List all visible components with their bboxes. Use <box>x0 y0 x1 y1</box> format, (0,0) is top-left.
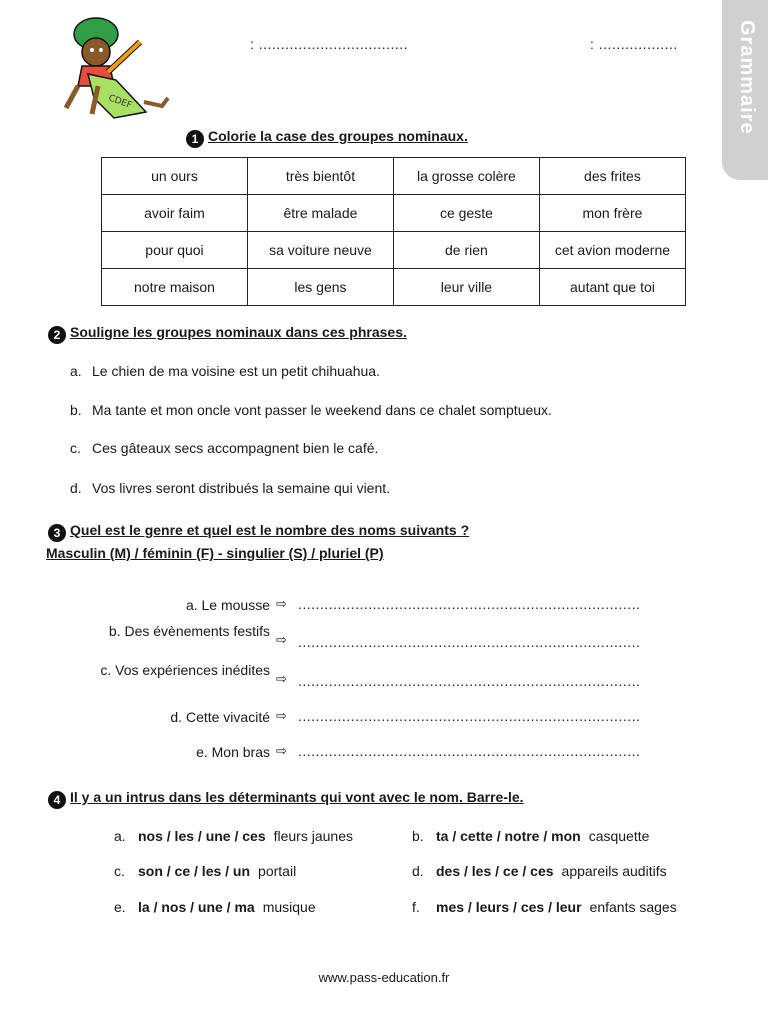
arrow-outline-icon: ⇨ <box>276 596 287 611</box>
answer-line[interactable]: .............................................................................. <box>298 743 641 759</box>
ex2-number: 2 <box>48 326 66 344</box>
svg-text:CDEF: CDEF <box>106 93 134 112</box>
ex1-heading <box>186 128 468 148</box>
list-item: b. Des évènements festifs ⇨ .............................................................................. <box>108 623 641 650</box>
arrow-outline-icon: ⇨ <box>276 632 287 647</box>
table-row <box>102 269 686 306</box>
table-cell[interactable]: sa voiture neuve <box>247 232 393 269</box>
list-item[interactable]: a. nos / les / une / ces fleurs jaunes <box>114 828 353 844</box>
list-item: d. Cette vivacité ⇨ .............................................................................. <box>170 708 641 725</box>
ex3-heading <box>48 522 469 542</box>
table-cell[interactable]: notre maison <box>102 269 248 306</box>
table-cell[interactable]: des frites <box>539 158 685 195</box>
list-item[interactable]: e. la / nos / une / ma musique <box>114 899 316 915</box>
arrow-outline-icon: ⇨ <box>276 743 287 758</box>
list-item[interactable]: d. des / les / ce / ces appareils auditifs <box>412 863 667 879</box>
table-cell[interactable]: leur ville <box>393 269 539 306</box>
table-cell[interactable]: ce geste <box>393 195 539 232</box>
table-cell[interactable]: pour quoi <box>102 232 248 269</box>
table-cell[interactable]: très bientôt <box>247 158 393 195</box>
table-row <box>102 195 686 232</box>
writing-child-icon <box>58 14 178 126</box>
ex2-sentence[interactable]: a. Le chien de ma voisine est un petit chihuahua. <box>70 363 380 379</box>
footer-url[interactable]: www.pass-education.fr <box>318 970 450 985</box>
list-item[interactable]: c. son / ce / les / un portail <box>114 863 297 879</box>
table-cell[interactable]: de rien <box>393 232 539 269</box>
ex2-title: Souligne les groupes nominaux dans ces phrases. <box>70 324 407 340</box>
table-cell[interactable]: être malade <box>247 195 393 232</box>
date-field[interactable]: : .................. <box>590 36 678 52</box>
ex2-sentence[interactable]: c. Ces gâteaux secs accompagnent bien le café. <box>70 440 379 456</box>
arrow-outline-icon: ⇨ <box>276 708 287 723</box>
ex2-heading <box>48 324 407 344</box>
ex1-title: Colorie la case des groupes nominaux. <box>208 128 468 144</box>
ex2-sentence[interactable]: d. Vos livres seront distribués la semaine qui vient. <box>70 480 391 496</box>
ex2-sentence[interactable]: b. Ma tante et mon oncle vont passer le weekend dans ce chalet somptueux. <box>70 402 552 418</box>
answer-line[interactable]: .............................................................................. <box>298 708 641 724</box>
ex1-table <box>101 157 686 306</box>
table-cell[interactable]: autant que toi <box>539 269 685 306</box>
table-row <box>102 232 686 269</box>
table-cell[interactable]: cet avion moderne <box>539 232 685 269</box>
table-cell[interactable]: mon frère <box>539 195 685 232</box>
list-item[interactable]: f. mes / leurs / ces / leur enfants sages <box>412 899 677 915</box>
arrow-outline-icon: ⇨ <box>276 671 287 686</box>
table-cell[interactable]: les gens <box>247 269 393 306</box>
ex1-number: 1 <box>186 130 204 148</box>
answer-line[interactable]: .............................................................................. <box>298 596 641 612</box>
ex4-title: Il y a un intrus dans les déterminants qui vont avec le nom. Barre-le. <box>70 789 524 805</box>
table-row <box>102 158 686 195</box>
ex3-title: Quel est le genre et quel est le nombre des noms suivants ? <box>70 522 470 538</box>
ex3-subtitle: Masculin (M) / féminin (F) - singulier (S) / pluriel (P) <box>46 545 384 561</box>
table-cell[interactable]: un ours <box>102 158 248 195</box>
table-cell[interactable]: la grosse colère <box>393 158 539 195</box>
list-item: e. Mon bras ⇨ .............................................................................. <box>196 743 641 760</box>
ex3-number: 3 <box>48 524 66 542</box>
list-item: a. Le mousse ⇨ .............................................................................. <box>185 596 641 613</box>
list-item: c. Vos expériences inédites ⇨ .............................................................................. <box>100 662 641 689</box>
name-field[interactable]: : .................................. <box>250 36 409 52</box>
ex4-number: 4 <box>48 791 66 809</box>
ex4-heading <box>48 789 524 809</box>
list-item[interactable]: b. ta / cette / notre / mon casquette <box>412 828 650 844</box>
answer-line[interactable]: .............................................................................. <box>298 634 641 650</box>
answer-line[interactable]: .............................................................................. <box>298 673 641 689</box>
table-cell[interactable]: avoir faim <box>102 195 248 232</box>
side-tab-label: Grammaire <box>736 20 758 135</box>
